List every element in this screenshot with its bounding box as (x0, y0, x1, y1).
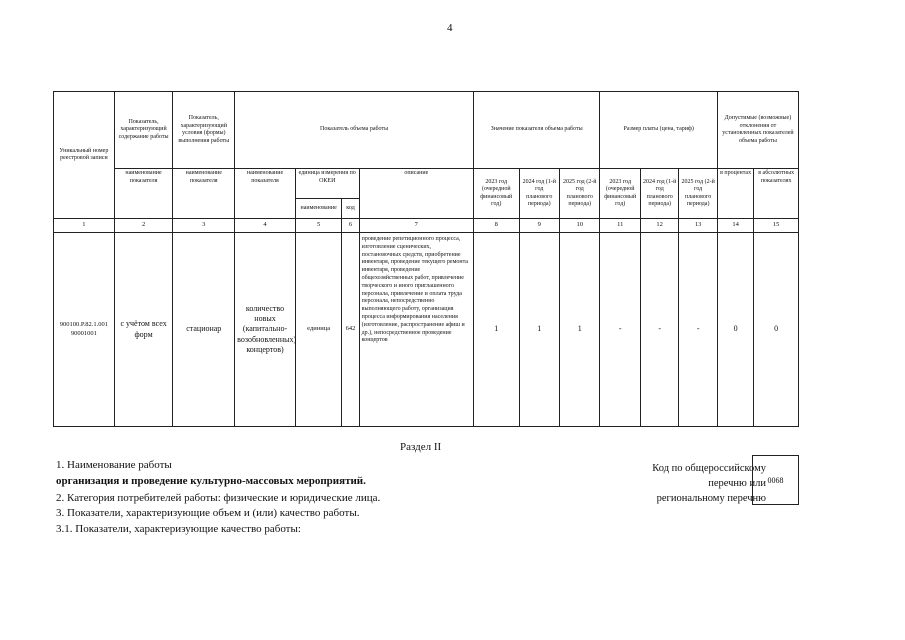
quality-indicators-heading: 3.1. Показатели, характеризующие качество работы: (56, 523, 301, 535)
subheader-fee-2025: 2025 год (2-й год планового периода) (679, 169, 717, 219)
header-row (54, 92, 799, 169)
column-number: 6 (342, 219, 359, 233)
subheader-year-2025: 2025 год (2-й год планового периода) (560, 169, 600, 219)
column-number: 14 (717, 219, 753, 233)
column-number: 13 (679, 219, 717, 233)
registry-code-value: 0068 (767, 475, 784, 485)
subheader-conditions-name: наименование показателя (173, 169, 235, 219)
header-conditions: Показатель, характеризующий условия (формы) выполнения работы (173, 92, 235, 169)
column-number: 3 (173, 219, 235, 233)
registry-code-label-line: Код по общероссийскому (652, 463, 766, 474)
registry-code-box (752, 455, 799, 505)
header-content: Показатель, характеризующий содержание работы (114, 92, 173, 169)
subheader-absolute: в абсолютных показателях (754, 169, 799, 219)
subheader-unit-code: код (342, 199, 359, 219)
column-numbers-row (54, 219, 799, 233)
volume-indicators-table (53, 91, 799, 427)
cell-reg-no: 900100.Р.82.1.001 90001001 (54, 233, 115, 427)
consumer-category: 2. Категория потребителей работы: физические и юридические лица. (56, 492, 381, 504)
registry-code-label-line: перечню или (708, 478, 766, 490)
column-number: 5 (295, 219, 342, 233)
cell-value-2023: 1 (474, 233, 520, 427)
column-number: 2 (114, 219, 173, 233)
work-name-label: 1. Наименование работы (56, 459, 172, 471)
column-number: 10 (560, 219, 600, 233)
column-number: 1 (54, 219, 115, 233)
column-number: 9 (519, 219, 559, 233)
cell-unit-code: 642 (342, 233, 359, 427)
subheader-content-name: наименование показателя (114, 169, 173, 219)
cell-description: проведение репетиционного процесса, изготовление сценических, постановочных средств, приобретение инвентаря, проведение текущего ремонта инвентаря, проведение общехозяйственных работ, привлечение творческого и иного приглашенного персонала, привлечение и оплата труда персонала, непосредственно выполняющего работу, организация процесса информирования населения (изготовление, распространение афиш и др.), непосредственное проведение концертов (359, 233, 473, 427)
column-number: 15 (754, 219, 799, 233)
subheader-row (54, 169, 799, 199)
cell-content: с учётом всех форм (114, 233, 173, 427)
cell-volume-name: количество новых (капитально-возобновленных) концертов) (235, 233, 296, 427)
cell-deviation-absolute: 0 (754, 233, 799, 427)
header-deviation: Допустимые (возможные) отклонения от установленных показателей объема работы (717, 92, 798, 169)
registry-code-label-line: региональному перечню (656, 493, 766, 505)
subheader-fee-2024: 2024 год (1-й год планового периода) (640, 169, 678, 219)
indicators-heading: 3. Показатели, характеризующие объем и (или) качество работы. (56, 507, 360, 519)
subheader-fee-2023: 2023 год (очередной финансовый год) (600, 169, 640, 219)
header-fee: Размер платы (цена, тариф) (600, 92, 717, 169)
cell-deviation-percent: 0 (717, 233, 753, 427)
cell-fee-2025: - (679, 233, 717, 427)
cell-value-2024: 1 (519, 233, 559, 427)
registry-code-label (618, 461, 766, 507)
page-number: 4 (447, 22, 453, 34)
header-reg-no: Уникальный номер реестровой записи (54, 92, 115, 219)
subheader-percent: в процентах (717, 169, 753, 219)
column-number: 12 (640, 219, 678, 233)
column-number: 11 (600, 219, 640, 233)
work-name-value: организация и проведение культурно-массовых мероприятий. (56, 475, 366, 487)
subheader-unit: единица измерения по ОКЕИ (295, 169, 359, 199)
cell-unit-name: единица (295, 233, 342, 427)
cell-fee-2024: - (640, 233, 678, 427)
subheader-year-2024: 2024 год (1-й год планового периода) (519, 169, 559, 219)
section-title: Раздел II (400, 441, 442, 453)
column-number: 8 (474, 219, 520, 233)
cell-value-2025: 1 (560, 233, 600, 427)
table-row (54, 233, 799, 427)
subheader-unit-name: наименование (295, 199, 342, 219)
header-volume: Показатель объема работы (235, 92, 474, 169)
header-value: Значение показателя объема работы (474, 92, 600, 169)
column-number: 7 (359, 219, 473, 233)
cell-conditions: стационар (173, 233, 235, 427)
subheader-volume-name: наименование показателя (235, 169, 296, 219)
subheader-year-2023: 2023 год (очередной финансовый год) (474, 169, 520, 219)
subheader-description: описание (359, 169, 473, 219)
column-number: 4 (235, 219, 296, 233)
cell-fee-2023: - (600, 233, 640, 427)
